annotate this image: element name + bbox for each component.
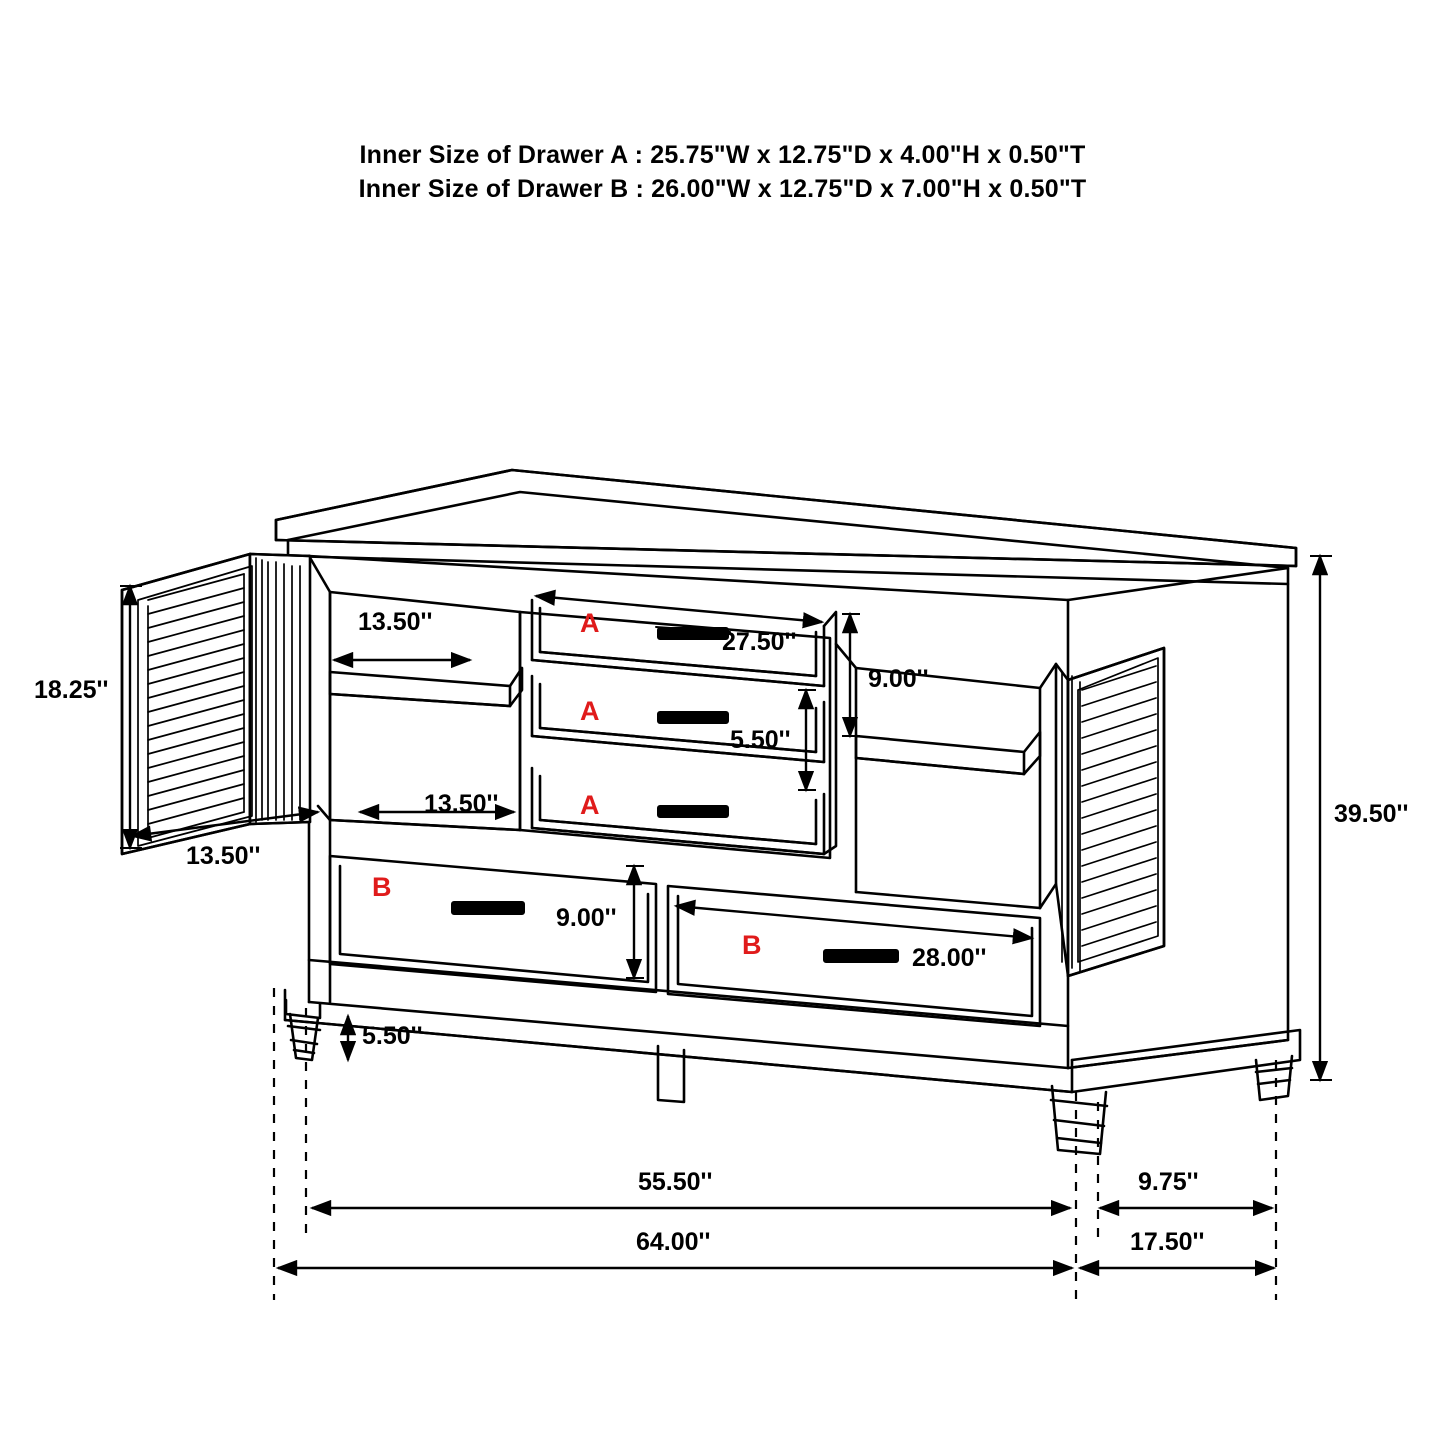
drawer-tag-b-1: B	[372, 872, 392, 902]
spec-line-drawer-b: Inner Size of Drawer B : 26.00"W x 12.75"D x 7.00"H x 0.50"T	[358, 175, 1087, 203]
drawer-tag-a-2: A	[580, 696, 600, 726]
spec-line-drawer-a: Inner Size of Drawer A : 25.75"W x 12.75"D x 4.00"H x 0.50"T	[359, 141, 1086, 169]
dim-foot-height: 5.50''	[362, 1022, 423, 1050]
dim-drawer-b-width: 28.00''	[912, 944, 987, 972]
cabinet-body	[122, 470, 1300, 1154]
drawer-tag-b-2: B	[742, 930, 762, 960]
drawer-tag-a-1: A	[580, 608, 600, 638]
dim-side-depth: 9.75''	[1138, 1168, 1199, 1196]
dim-opening-height: 9.00''	[868, 665, 929, 693]
dim-drawer-a-height: 5.50''	[730, 726, 791, 754]
dim-drawer-a-width: 27.50''	[722, 628, 797, 656]
dim-total-height: 39.50''	[1334, 800, 1409, 828]
dim-left-door-depth: 13.50''	[186, 842, 261, 870]
dim-overall-width: 64.00''	[636, 1228, 711, 1256]
dim-overall-depth: 17.50''	[1130, 1228, 1205, 1256]
dim-left-door-height: 18.25''	[34, 676, 109, 704]
drawer-tag-a-3: A	[580, 790, 600, 820]
dim-case-width: 55.50''	[638, 1168, 713, 1196]
dim-drawer-b-height: 9.00''	[556, 904, 617, 932]
dim-left-shelf-width: 13.50''	[358, 608, 433, 636]
dim-lower-left-width: 13.50''	[424, 790, 499, 818]
